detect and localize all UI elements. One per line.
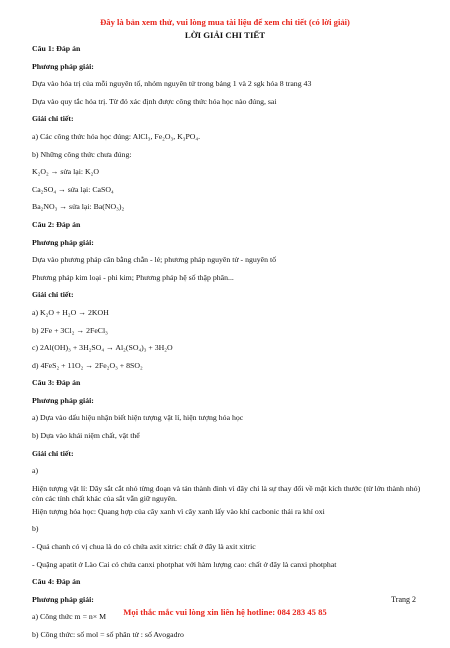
section-heading: Giải chi tiết: xyxy=(32,114,74,124)
text-line: a) K₂O + H₂O → 2KOH xyxy=(32,307,109,317)
text-line: a) Các công thức hóa học đúng: AlCl₃, Fe₂O₃, K₃PO₄. xyxy=(32,131,201,141)
text-line: c) 2Al(OH)₃ + 3H₂SO₄ → Al₂(SO₄)₃ + 3H₂O xyxy=(32,343,173,353)
text-line: a) Dựa vào dấu hiệu nhận biết hiện tượng vật lí, hiện tượng hóa học xyxy=(32,413,244,423)
text-line: b) 2Fe + 3Cl₂ → 2FeCl₃ xyxy=(32,325,108,335)
hotline-footer: Mọi thắc mắc vui lòng xin liên hệ hotline: 084 283 45 85 xyxy=(123,607,327,617)
text-line: - Quả chanh có vị chua là do có chứa axit xitric: chất ở đây là axit xitric xyxy=(32,542,256,552)
section-heading: Giải chi tiết: xyxy=(32,290,74,300)
text-line: b) Dựa vào khái niệm chất, vật thể xyxy=(32,431,140,441)
section-heading: Phương pháp giải: xyxy=(32,61,94,71)
text-line: b) Những công thức chưa đúng: xyxy=(32,149,132,159)
text-line: K₂O₂ → sửa lại: K₂O xyxy=(32,167,99,177)
text-line: a) xyxy=(32,466,39,476)
preview-banner: Đây là bản xem thử, vui lòng mua tài liệu để xem chi tiết (có lời giải) xyxy=(100,17,350,27)
text-line: Hiện tượng vật lí: Dây sắt cắt nhỏ từng đoạn và tán thành đinh vì đây chỉ là sự thay đổi về mặt kích thước (từ lớn thành nhỏ) còn các tính chất khác của sắt vẫn giữ nguyên. xyxy=(32,483,421,503)
text-line: Ca₂SO₄ → sửa lại: CaSO₄ xyxy=(32,184,114,194)
text-line: d) 4FeS₂ + 11O₂ → 2Fe₂O₃ + 8SO₂ xyxy=(32,360,143,370)
solution-content xyxy=(32,44,424,648)
section-heading: Phương pháp giải: xyxy=(32,237,94,247)
text-line: Ba₂NO₃ → sửa lại: Ba(NO₃)₂ xyxy=(32,202,125,212)
section-heading: Phương pháp giải: xyxy=(32,395,94,405)
section-heading: Câu 1: Đáp án xyxy=(32,44,81,53)
section-heading: Câu 2: Đáp án xyxy=(32,219,81,229)
text-line: Dựa vào phương pháp cân bằng chẵn - lẻ; phương pháp nguyên tử - nguyên tố xyxy=(32,255,277,265)
text-line: b) Công thức: số mol = số phân tử : số Avogadro xyxy=(32,630,184,639)
section-heading: Giải chi tiết: xyxy=(32,448,74,458)
text-line: b) xyxy=(32,524,39,534)
section-heading: Phương pháp giải: xyxy=(32,594,94,604)
section-heading: Câu 4: Đáp án xyxy=(32,577,81,587)
text-line: Phương pháp kim loại - phi kim; Phương pháp hệ số thập phân... xyxy=(32,272,234,282)
page-number: Trang 2 xyxy=(391,595,416,604)
text-line: Hiện tượng hóa học: Quang hợp của cây xanh vì cây xanh lấy vào khí cacbonic thải ra khí oxi xyxy=(32,506,325,516)
text-line: a) Công thức m = n× M xyxy=(32,612,107,622)
text-line: Dựa vào hóa trị của mỗi nguyên tố, nhóm nguyên tử trong bảng 1 và 2 sgk hóa 8 trang 43 xyxy=(32,79,312,89)
text-line: - Quặng apatit ở Lào Cai có chứa canxi photphat với hàm lượng cao: chất ở đây là canxi photphat xyxy=(32,559,337,569)
page-title: LỜI GIẢI CHI TIẾT xyxy=(184,30,266,40)
text-line: Dựa vào quy tắc hóa trị. Từ đó xác định được công thức hóa học nào đúng, sai xyxy=(32,96,277,106)
section-heading: Câu 3: Đáp án xyxy=(32,378,81,388)
